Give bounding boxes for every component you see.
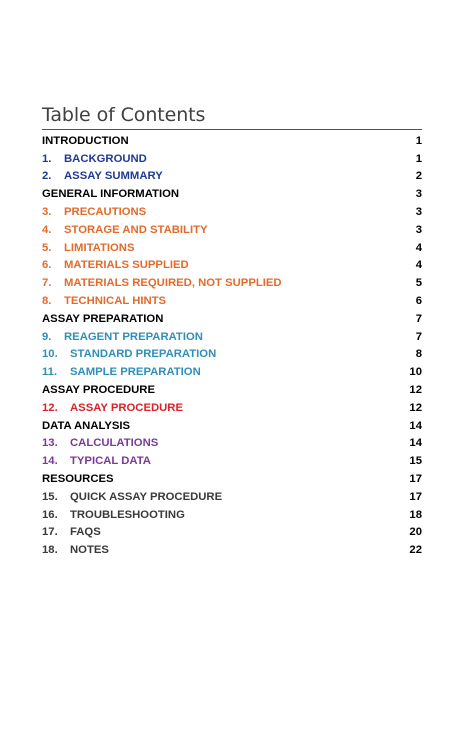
toc-entry-page: 1: [415, 152, 422, 165]
toc-section-general-information[interactable]: [42, 185, 422, 203]
toc-section-introduction[interactable]: [42, 132, 422, 150]
toc-entry-page: 4: [415, 241, 422, 254]
toc-entry-label: REAGENT PREPARATION: [64, 330, 203, 343]
toc-entry-page: 14: [409, 437, 422, 450]
toc-entry-label: GENERAL INFORMATION: [42, 188, 180, 201]
toc-entry-page: 1: [415, 134, 422, 147]
toc-entry-label: BACKGROUND: [64, 152, 147, 165]
toc-entry-page: 6: [415, 295, 422, 308]
toc-entry-technical-hints[interactable]: [42, 292, 422, 310]
toc-entry-label: TECHNICAL HINTS: [64, 295, 167, 308]
toc-entry-label: STANDARD PREPARATION: [70, 348, 217, 361]
toc-entry-troubleshooting[interactable]: [42, 506, 422, 524]
toc-entry-label: SAMPLE PREPARATION: [70, 366, 201, 379]
toc-entry-label: TROUBLESHOOTING: [70, 508, 185, 521]
toc-entry-calculations[interactable]: [42, 435, 422, 453]
toc-entry-page: 7: [415, 330, 422, 343]
toc-entry-number: 13.: [42, 437, 58, 450]
toc-entry-materials-supplied[interactable]: [42, 257, 422, 275]
toc-entry-page: 2: [415, 170, 422, 183]
toc-entry-page: 15: [409, 455, 422, 468]
toc-entry-label: NOTES: [70, 544, 109, 557]
toc-entry-page: 3: [415, 206, 422, 219]
toc-entry-page: 10: [409, 366, 422, 379]
toc-entry-assay-summary[interactable]: [42, 168, 422, 186]
toc-section-assay-preparation[interactable]: [42, 310, 422, 328]
toc-entry-notes[interactable]: [42, 541, 422, 559]
toc-entry-label: MATERIALS REQUIRED, NOT SUPPLIED: [64, 277, 282, 290]
toc-entry-page: 12: [409, 384, 422, 397]
toc-entry-label: CALCULATIONS: [70, 437, 159, 450]
toc-entry-storage-and-stability[interactable]: [42, 221, 422, 239]
toc-entry-number: 10.: [42, 348, 58, 361]
toc-entry-assay-procedure[interactable]: [42, 399, 422, 417]
toc-entry-label: ASSAY PREPARATION: [42, 312, 164, 325]
toc-entry-page: 8: [415, 348, 422, 361]
toc-entry-label: FAQS: [70, 526, 101, 539]
toc-entry-label: MATERIALS SUPPLIED: [64, 259, 189, 272]
toc-entry-number: 12.: [42, 401, 58, 414]
toc-entry-number: 8.: [42, 295, 52, 308]
toc-entry-sample-preparation[interactable]: [42, 363, 422, 381]
toc-entry-page: 7: [415, 312, 422, 325]
toc-entry-quick-assay-procedure[interactable]: [42, 488, 422, 506]
toc-entry-page: 12: [409, 401, 422, 414]
toc-entry-page: 18: [409, 508, 422, 521]
toc-entry-typical-data[interactable]: [42, 452, 422, 470]
toc-entry-page: 14: [409, 419, 422, 432]
toc-entry-reagent-preparation[interactable]: [42, 328, 422, 346]
toc-entry-label: ASSAY PROCEDURE: [70, 401, 184, 414]
toc-entry-number: 5.: [42, 241, 52, 254]
toc-entry-number: 11.: [42, 366, 58, 379]
toc-entry-number: 17.: [42, 526, 58, 539]
toc-entry-limitations[interactable]: [42, 239, 422, 257]
toc-entry-number: 18.: [42, 544, 58, 557]
toc-entry-number: 9.: [42, 330, 52, 343]
toc-entry-number: 3.: [42, 206, 52, 219]
toc-entry-page: 4: [415, 259, 422, 272]
toc-entry-number: 16.: [42, 508, 58, 521]
toc-entry-number: 7.: [42, 277, 52, 290]
toc-entry-page: 20: [409, 526, 422, 539]
toc-entry-precautions[interactable]: [42, 203, 422, 221]
toc-entry-page: 3: [415, 223, 422, 236]
toc-entry-standard-preparation[interactable]: [42, 346, 422, 364]
toc-entry-number: 4.: [42, 223, 52, 236]
toc-entry-materials-required[interactable]: [42, 274, 422, 292]
toc-section-data-analysis[interactable]: [42, 417, 422, 435]
toc-entry-number: 15.: [42, 490, 58, 503]
toc-entry-page: 17: [409, 490, 422, 503]
toc-entry-label: DATA ANALYSIS: [42, 419, 131, 432]
toc-entry-label: INTRODUCTION: [42, 134, 129, 147]
toc-list: [42, 132, 422, 559]
toc-entry-label: PRECAUTIONS: [64, 206, 147, 219]
toc-entry-number: 1.: [42, 152, 52, 165]
toc-entry-label: ASSAY PROCEDURE: [42, 384, 156, 397]
toc-entry-label: QUICK ASSAY PROCEDURE: [70, 490, 223, 503]
toc-entry-label: TYPICAL DATA: [70, 455, 151, 468]
toc-entry-page: 3: [415, 188, 422, 201]
toc-section-resources[interactable]: [42, 470, 422, 488]
toc-entry-label: STORAGE AND STABILITY: [64, 223, 208, 236]
toc-entry-label: LIMITATIONS: [64, 241, 135, 254]
toc-page: [42, 103, 422, 559]
toc-entry-page: 22: [409, 544, 422, 557]
toc-entry-number: 2.: [42, 170, 52, 183]
toc-entry-label: RESOURCES: [42, 473, 114, 486]
toc-entry-number: 6.: [42, 259, 52, 272]
toc-entry-page: 5: [415, 277, 422, 290]
toc-title: Table of Contents: [42, 103, 422, 130]
toc-entry-faqs[interactable]: [42, 524, 422, 542]
toc-entry-background[interactable]: [42, 150, 422, 168]
toc-entry-label: ASSAY SUMMARY: [64, 170, 163, 183]
toc-entry-number: 14.: [42, 455, 58, 468]
toc-entry-page: 17: [409, 473, 422, 486]
toc-section-assay-procedure[interactable]: [42, 381, 422, 399]
